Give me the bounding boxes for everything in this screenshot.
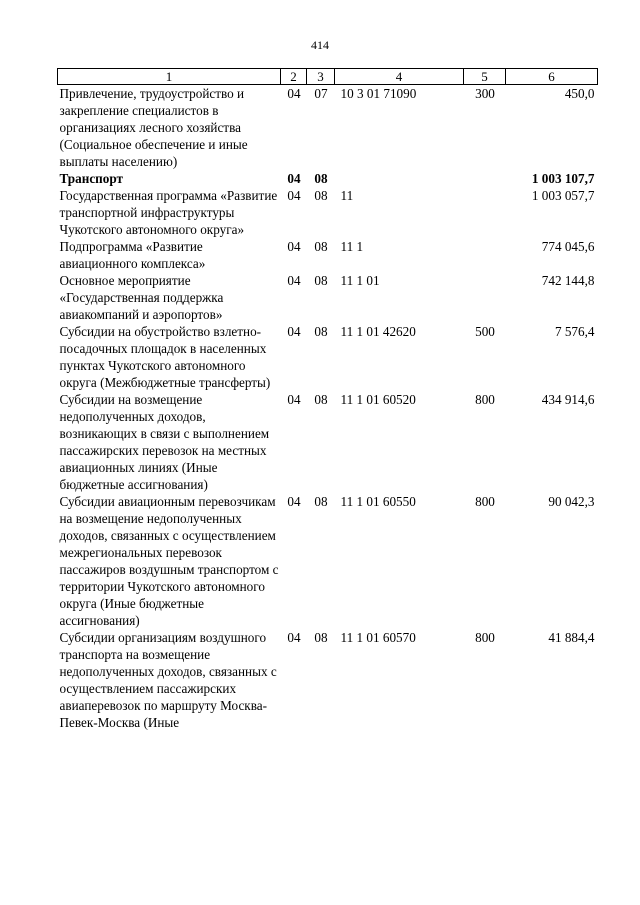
table-header-row: [58, 69, 598, 85]
row-section: 04: [287, 324, 301, 339]
row-target-code: [335, 170, 464, 187]
row-section: 04: [287, 188, 301, 203]
row-target-code: 11 1: [340, 239, 364, 254]
column-header-1: 1: [58, 69, 281, 85]
row-target-code: 11: [340, 188, 354, 203]
row-amount: 774 045,6: [541, 239, 595, 254]
row-name: Основное мероприятие «Государственная поддержка авиакомпаний и аэропортов»: [59, 273, 224, 322]
budget-table: [57, 68, 598, 731]
row-target-code: 11 1 01 60550: [340, 494, 416, 509]
row-name: Субсидии на возмещение недополученных доходов, возникающих в связи с выполнением пассажирских перевозок на местных авиационных линиях (Иные бюджетные ассигнования): [59, 392, 270, 492]
row-expense-type: 500: [475, 324, 495, 339]
table-row: [58, 85, 598, 171]
row-expense-type: [464, 272, 506, 323]
table-row: [58, 187, 598, 238]
table-row: [58, 391, 598, 493]
row-amount: 1 003 107,7: [531, 171, 595, 186]
row-name: Государственная программа «Развитие транспортной инфраструктуры Чукотского автономного округа»: [59, 188, 278, 237]
row-target-code: 11 1 01 60520: [340, 392, 416, 407]
row-section: 04: [287, 494, 301, 509]
row-subsection: 08: [314, 494, 328, 509]
row-section: 04: [287, 86, 301, 101]
row-amount: 41 884,4: [548, 630, 595, 645]
row-expense-type: [464, 238, 506, 272]
table-row: [58, 323, 598, 391]
row-subsection: 07: [314, 86, 328, 101]
row-subsection: 08: [314, 392, 328, 407]
row-subsection: 08: [314, 188, 328, 203]
row-amount: 434 914,6: [541, 392, 595, 407]
row-amount: 1 003 057,7: [531, 188, 595, 203]
row-section: 04: [287, 239, 301, 254]
row-name: Субсидии авиационным перевозчикам на возмещение недополученных доходов, связанных с осуществлением межрегиональных перевозок пассажиров воздушным транспортом с территории Чукотского автономного округа (Иные бюджетные ассигнования): [59, 494, 279, 628]
column-header-6: 6: [506, 69, 598, 85]
row-target-code: 11 1 01: [340, 273, 380, 288]
row-expense-type: 800: [475, 630, 495, 645]
row-name: Субсидии организациям воздушного транспорта на возмещение недополученных доходов, связанных с осуществлением пассажирских авиаперевозок по маршруту Москва-Певек-Москва (Иные: [59, 630, 277, 730]
row-subsection: 08: [314, 630, 328, 645]
table-row: [58, 238, 598, 272]
page-number: 414: [311, 38, 329, 52]
row-subsection: 08: [314, 324, 328, 339]
row-subsection: 08: [314, 239, 328, 254]
row-amount: 742 144,8: [541, 273, 595, 288]
row-section: 04: [287, 273, 301, 288]
row-name: Субсидии на обустройство взлетно-посадочных площадок в населенных пунктах Чукотского автономного округа (Межбюджетные трансферты): [59, 324, 271, 390]
row-subsection: 08: [314, 273, 328, 288]
row-expense-type: 800: [475, 392, 495, 407]
row-amount: 450,0: [564, 86, 595, 101]
row-expense-type: [464, 187, 506, 238]
row-name: Привлечение, трудоустройство и закрепление специалистов в организациях лесного хозяйства (Социальное обеспечение и иные выплаты населению): [59, 86, 248, 169]
row-expense-type: 800: [475, 494, 495, 509]
row-target-code: 11 1 01 42620: [340, 324, 416, 339]
row-subsection: 08: [314, 171, 328, 186]
column-header-3: 3: [307, 69, 335, 85]
row-section: 04: [287, 630, 301, 645]
row-amount: 7 576,4: [554, 324, 595, 339]
row-target-code: 10 3 01 71090: [340, 86, 417, 101]
table-row: [58, 170, 598, 187]
column-header-4: 4: [335, 69, 464, 85]
table-row: [58, 493, 598, 629]
table-row: [58, 629, 598, 731]
row-amount: 90 042,3: [548, 494, 595, 509]
column-header-2: 2: [281, 69, 307, 85]
row-name: Транспорт: [59, 171, 124, 186]
row-expense-type: 300: [475, 86, 495, 101]
table-body: [58, 85, 598, 732]
row-target-code: 11 1 01 60570: [340, 630, 416, 645]
row-expense-type: [464, 170, 506, 187]
column-header-5: 5: [464, 69, 506, 85]
row-section: 04: [287, 171, 301, 186]
table-row: [58, 272, 598, 323]
row-name: Подпрограмма «Развитие авиационного комплекса»: [59, 239, 206, 271]
row-section: 04: [287, 392, 301, 407]
